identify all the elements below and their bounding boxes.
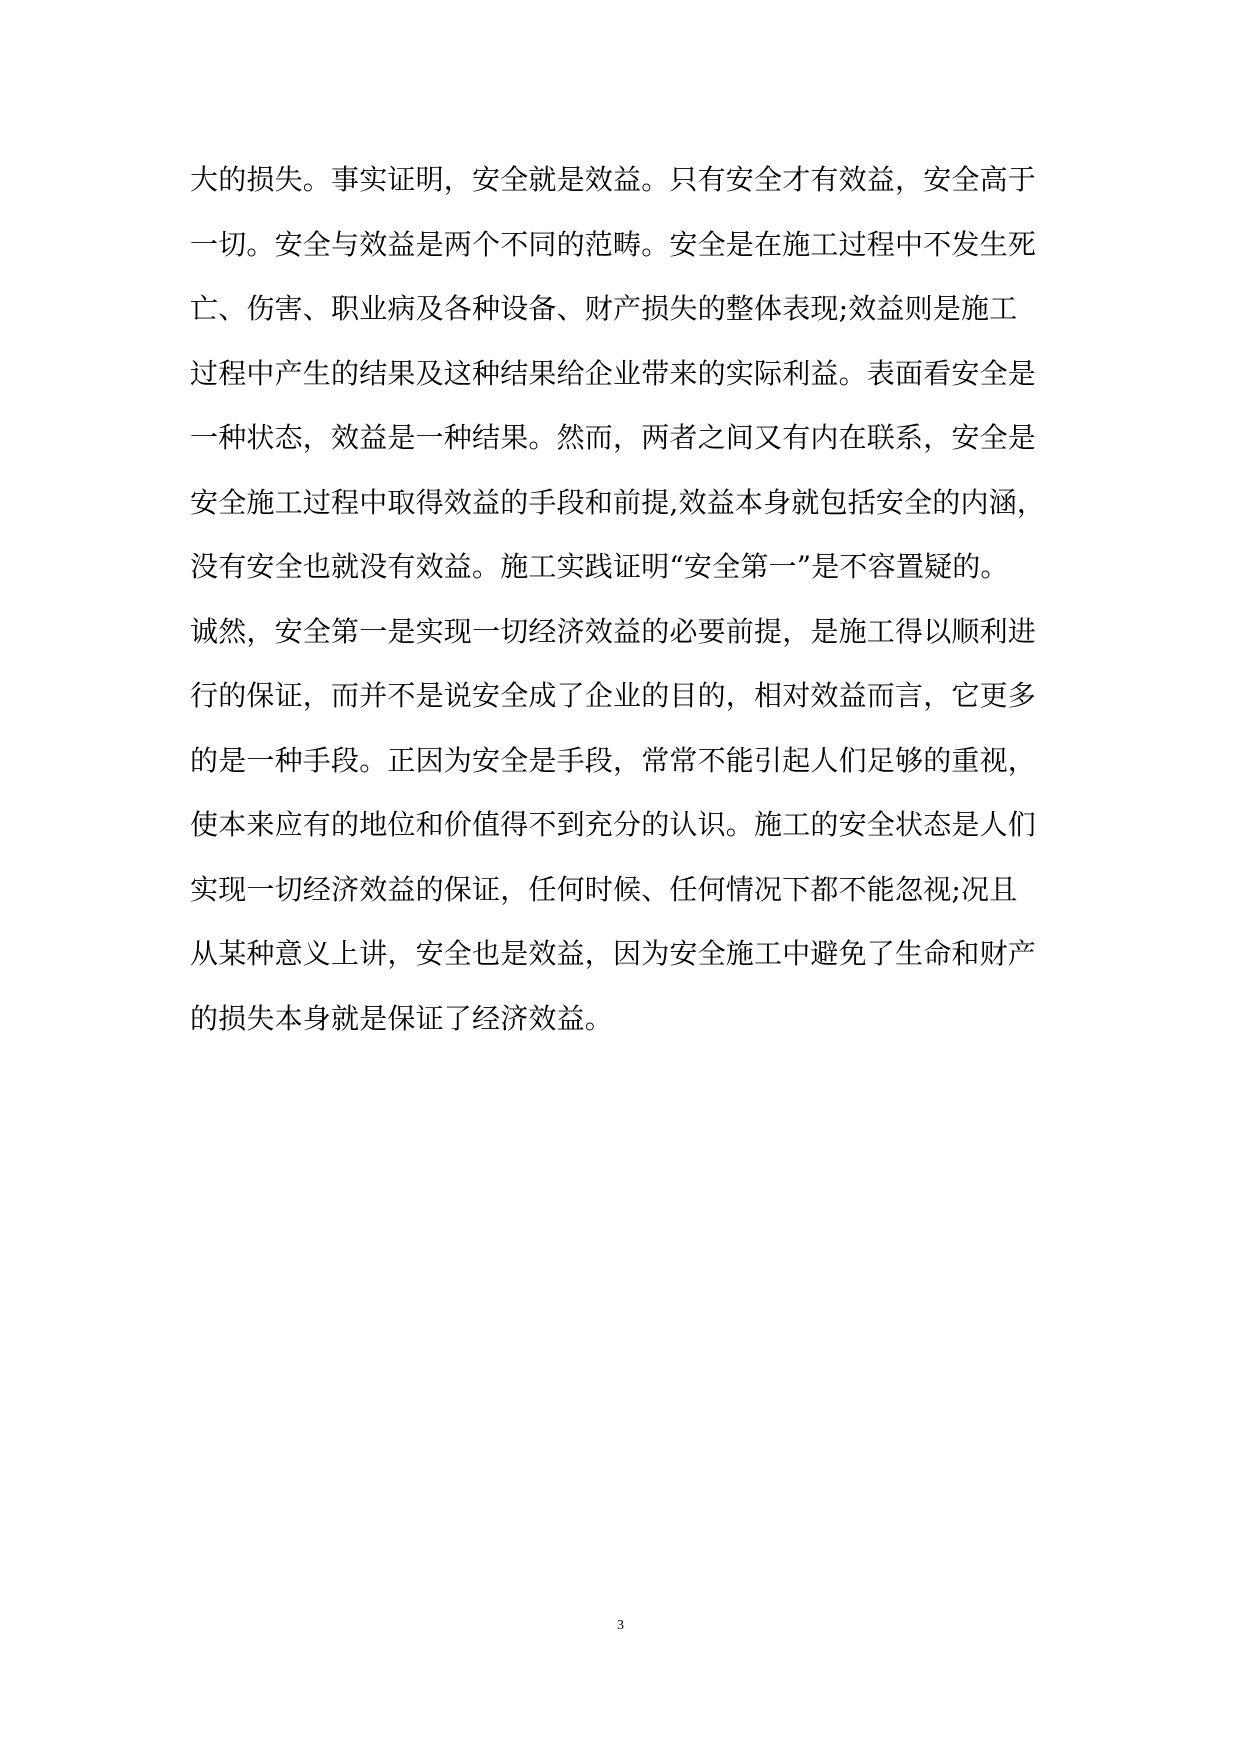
paragraph-line: 的是一种手段。正因为安全是手段，常常不能引起人们足够的重视，	[190, 743, 1037, 777]
paragraph-line: 一种状态，效益是一种结果。然而，两者之间又有内在联系，安全是	[190, 421, 1037, 454]
paragraph-line: 的损失本身就是保证了经济效益。	[190, 1001, 614, 1035]
page-number: 3	[617, 1618, 624, 1633]
paragraph-line: 安全施工过程中取得效益的手段和前提,效益本身就包括安全的内涵，	[190, 485, 1046, 519]
paragraph-line: 诚然，安全第一是实现一切经济效益的必要前提，是施工得以顺利进	[190, 614, 1037, 648]
paragraph-line: 实现一切经济效益的保证，任何时候、任何情况下都不能忽视;况且	[190, 872, 1018, 906]
paragraph-line: 从某种意义上讲，安全也是效益，因为安全施工中避免了生命和财产	[190, 937, 1037, 970]
paragraph-line: 一切。安全与效益是两个不同的范畴。安全是在施工过程中不发生死	[190, 227, 1037, 261]
paragraph-line: 过程中产生的结果及这种结果给企业带来的实际利益。表面看安全是	[190, 356, 1037, 390]
paragraph-line: 亡、伤害、职业病及各种设备、财产损失的整体表现;效益则是施工	[190, 292, 1018, 325]
paragraph-line: 使本来应有的地位和价值得不到充分的认识。施工的安全状态是人们	[190, 808, 1037, 841]
body-paragraph	[190, 148, 1070, 1051]
paragraph-line: 没有安全也就没有效益。施工实践证明“安全第一”是不容置疑的。	[190, 550, 1009, 583]
paragraph-line: 行的保证，而并不是说安全成了企业的目的，相对效益而言，它更多	[190, 679, 1037, 712]
paragraph-line: 大的损失。事实证明，安全就是效益。只有安全才有效益，安全高于	[190, 163, 1037, 196]
